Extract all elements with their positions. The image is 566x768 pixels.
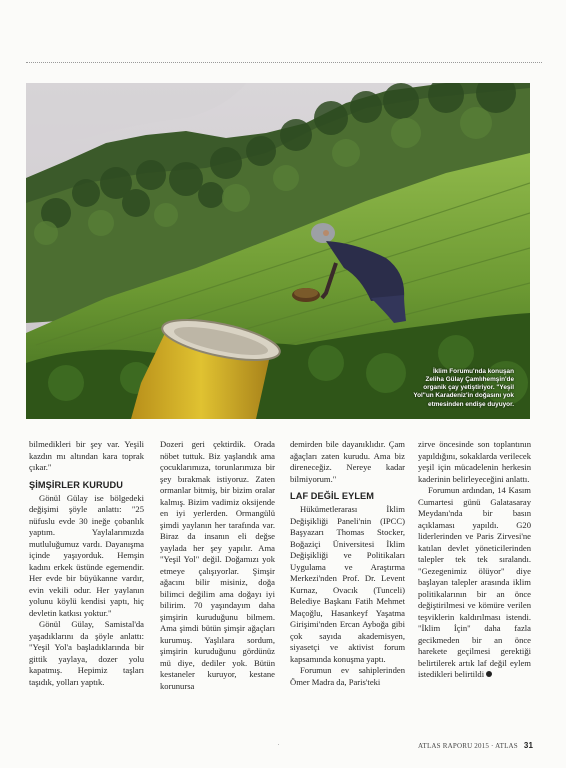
caption-line: Yol"un Karadeniz'in doğasını yok — [413, 392, 514, 400]
caption-line: organik çay yetiştiriyor. "Yeşil — [423, 384, 514, 392]
caption-line: etmesinden endişe duyuyor. — [428, 400, 514, 408]
article-column-1 — [29, 439, 144, 688]
paragraph: Hükümetlerarası İklim Değişikliği Paneli'nin (IPCC) Başyazarı Thomas Stocker, Boğaziçi Üniversitesi İklim Değişikliği ve Politikaları Uygulama ve Araştırma Merkezi'nden Prof. Dr. Levent Kurnaz, Ovacık (Tunceli) Belediye Başkanı Fatih Mehmet Maçoğlu, Hasankeyf Yaşatma Girişimi'nden Ercan Ayboğa gibi çok sayıda akademisyen, siyasetçi ve aktivist forum kapsamında konuşma yaptı. — [290, 504, 405, 664]
tea-field-photo — [26, 83, 530, 419]
paragraph: Gönül Gülay, Samistal'da yaşadıklarını da şöyle anlattı: "Yeşil Yol'a başladıklarında bir gittik yaylaya, dozer yolu kapatmış. Hepimiz taşları taşıdık, yolları yaptık. — [29, 619, 144, 687]
article-column-3 — [290, 439, 405, 688]
paragraph: Dozeri geri çektirdik. Orada nöbet tuttuk. Biz yaşlandık ama çocuklarımıza, torunlarımıza bir şey bırakmak istiyoruz. Zaten ormanlar bitmiş, bir bizim oralar kalmış. Bizim vadimiz oksijende en iyi yerlerden. Ormangülü şimdi yaylanın her tarafında var. Biraz da insanın eli değse yaylada her şey yapılır. Ama "Yeşil Yol" değil. Doğamızı yok etmeye çalışıyorlar. Şimşir ağacını bilir misiniz, doğa bilimci değilim ama doğayı iyi bilirim. 70 yaşındayım daha şimşirin kuruduğunu bilmem. Ama şimdi bütün şimşir ağaçları kurumuş. Yaşlılara sordum, şimşirin kuruduğunu gördünüz mü diye, dediler yok. Bütün kestaneler kuruyor, kestane korunursa — [160, 439, 275, 691]
paragraph: bilmedikleri bir şey var. Yeşili kazdın mı altından kara toprak çıkar." — [29, 439, 144, 472]
section-heading: ŞİMŞİRLER KURUDU — [29, 479, 123, 490]
page-number: 31 — [523, 741, 534, 750]
paragraph: Gönül Gülay ise bölgedeki değişimi şöyle anlattı: "25 nüfuslu evde 30 ineğe çobanlık yaptım. Yaylalarımızda mutluluğumuz vardı. Dayanışma içinde yaşıyorduk. Hemşin kadını erkek üstünde egemendir. Her evde bir büyükanne vardır, evin vekili odur. Her yaylanın yolunu köylü kendisi yaptı, hiç devletin katkısı yoktur." — [29, 492, 144, 618]
end-mark-icon — [486, 671, 492, 677]
paragraph-text: Forumun ardından, 14 Kasım Cumartesi günü Galatasaray Meydanı'nda bir basın açıklaması yapıldı. G20 liderlerinden ve Paris Zirvesi'ne katılan devlet yöneticilerinden talepler tek tek sıralandı. "Gezegenimiz ölüyor" diye başlayan talepler arasında iklim politikalarının bir an önce değiştirilmesi ve kömüre verilen teşviklerin kaldırılması istendi. "İklim İçin" daha fazla gecikmeden bir an önce harekete geçilmesi gerektiği belirtilerek artık laf değil eylem istedikleri belirtildi — [418, 485, 531, 679]
photo-caption — [349, 368, 514, 409]
page-footer — [418, 741, 533, 750]
footer-label: ATLAS RAPORU 2015 · ATLAS — [418, 742, 518, 750]
page-dot — [278, 744, 279, 745]
article-column-2 — [160, 439, 275, 692]
header-rule — [26, 62, 542, 63]
caption-line: İklim Forumu'nda konuşan — [432, 367, 514, 375]
paragraph: Forumun ev sahiplerinden Ömer Madra da, Paris'teki — [290, 665, 405, 687]
section-heading: LAF DEĞİL EYLEM — [290, 491, 375, 501]
paragraph: demirden bile dayanıklıdır. Çam ağaçları zaten kurudu. Ama biz direneceğiz. Nereye kadar bilmiyorum." — [290, 439, 405, 484]
paragraph: zirve öncesinde son toplantının yapıldığını, sokaklarda verilecek yeşil için mücadelenin herkesin kaderinin belirleyeceğini anlattı. — [418, 439, 531, 484]
article-column-4 — [418, 439, 531, 681]
paragraph — [418, 485, 531, 681]
caption-line: Zeliha Gülay Çamlıhemşin'de — [425, 375, 514, 383]
